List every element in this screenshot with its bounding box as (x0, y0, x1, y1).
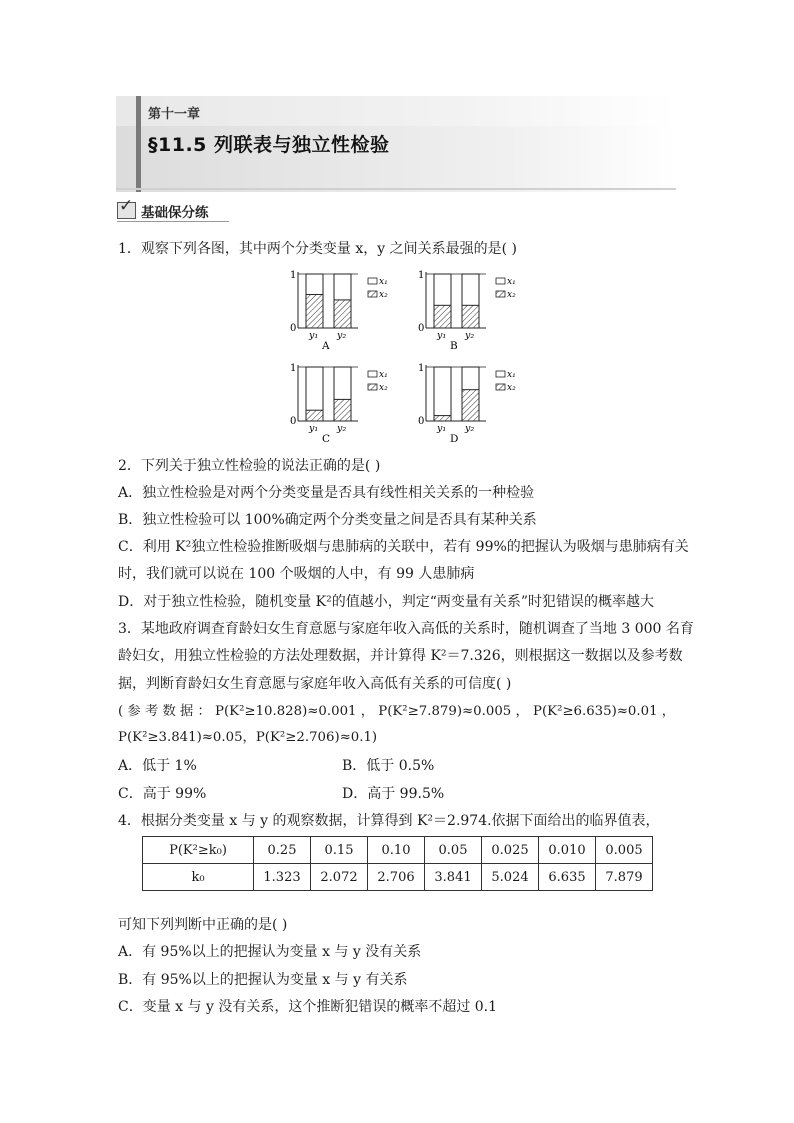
chapter-header (116, 96, 676, 192)
legend-label: x₁ (379, 370, 388, 380)
q3-stem-line3: 据，判断育龄妇女生育意愿与家庭年收入高低有关系的可信度( ) (118, 676, 512, 692)
ytick-label: 0 (418, 416, 425, 427)
table-row (143, 864, 653, 891)
q4-option-c: C．变量 x 与 y 没有关系，这个推断犯错误的概率不超过 0.1 (118, 999, 498, 1015)
table-cell: k₀ (143, 864, 254, 891)
chart-label: D (450, 433, 459, 445)
legend-label: x₂ (379, 383, 388, 393)
ytick-label: 1 (418, 270, 425, 281)
legend-swatch-x1 (368, 278, 377, 284)
x-tick-label: y₁ (309, 423, 319, 434)
legend-label: x₁ (507, 370, 516, 380)
bar-x2 (334, 399, 351, 421)
legend-swatch-x2 (496, 384, 505, 390)
legend-label: x₁ (507, 277, 516, 287)
q3-option-d: D．高于 99.5% (342, 786, 445, 802)
legend-label: x₂ (507, 383, 516, 393)
ytick-label: 0 (418, 323, 425, 334)
x-tick-label: y₂ (337, 330, 347, 341)
section-title: §11.5 列联表与独立性检验 (148, 134, 390, 156)
legend-swatch-x1 (496, 278, 505, 284)
check-icon: ✓ (119, 196, 134, 216)
q3-option-c: C．高于 99% (118, 786, 207, 802)
bar-x2 (434, 416, 451, 421)
x-tick-label: y₁ (437, 423, 447, 434)
chart-b (414, 268, 644, 354)
bar-x2 (334, 300, 351, 328)
bar-x2 (306, 410, 323, 421)
legend-label: x₂ (379, 290, 388, 300)
table-cell: 0.25 (254, 837, 311, 864)
q4-stem: 4．根据分类变量 x 与 y 的观察数据，计算得到 K²＝2.974.依据下面给出的临界值表， (118, 813, 660, 829)
critical-value-table (142, 836, 653, 891)
table-cell: 1.323 (254, 864, 311, 891)
x-tick-label: y₂ (465, 330, 475, 341)
q3-option-b: B．低于 0.5% (342, 758, 435, 774)
table-cell: 0.010 (539, 837, 596, 864)
q3-option-a: A．低于 1% (118, 758, 197, 774)
q2-option-c-line1: C．利用 K²独立性检验推断吸烟与患肺病的关联中，若有 99%的把握认为吸烟与患肺病有关 (118, 539, 689, 555)
q2-option-b: B．独立性检验可以 100%确定两个分类变量之间是否具有某种关系 (118, 512, 537, 528)
ytick-label: 0 (290, 323, 297, 334)
q4-option-b: B．有 95%以上的把握认为变量 x 与 y 有关系 (118, 972, 408, 988)
bar-x2 (434, 305, 451, 328)
table-cell: 2.072 (311, 864, 368, 891)
legend-swatch-x2 (496, 291, 505, 297)
q2-stem: 2．下列关于独立性检验的说法正确的是( ) (118, 458, 381, 474)
table-row (143, 837, 653, 864)
table-cell: 0.15 (311, 837, 368, 864)
exercise-badge (117, 196, 227, 221)
bar-x2 (462, 305, 479, 328)
table-cell: 0.025 (482, 837, 539, 864)
q2-option-c-line2: 时，我们就可以说在 100 个吸烟的人中，有 99 人患肺病 (118, 566, 475, 582)
table-cell: 3.841 (425, 864, 482, 891)
badge-underline (117, 221, 229, 222)
table-cell: 0.10 (368, 837, 425, 864)
table-cell: P(K²≥k₀) (143, 837, 254, 864)
table-cell: 0.005 (596, 837, 653, 864)
chart-label: C (322, 433, 331, 445)
q4-option-a: A．有 95%以上的把握认为变量 x 与 y 没有关系 (118, 944, 422, 960)
legend-swatch-x2 (368, 291, 377, 297)
q3-stem-line1: 3．某地政府调查育龄妇女生育意愿与家庭年收入高低的关系时，随机调查了当地 3 000 名育 (118, 621, 694, 637)
q1-stem: 1．观察下列各图，其中两个分类变量 x，y 之间关系最强的是( ) (118, 241, 517, 257)
legend-label: x₂ (507, 290, 516, 300)
ytick-label: 1 (418, 363, 425, 374)
header-accent-line (136, 96, 141, 192)
table-cell: 5.024 (482, 864, 539, 891)
x-tick-label: y₂ (465, 423, 475, 434)
table-cell: 0.05 (425, 837, 482, 864)
x-tick-label: y₁ (309, 330, 319, 341)
bar-x1 (434, 367, 451, 421)
x-tick-label: y₂ (337, 423, 347, 434)
q2-option-a: A．独立性检验是对两个分类变量是否具有线性相关关系的一种检验 (118, 485, 535, 501)
bar-x2 (462, 390, 479, 421)
chart-label: B (450, 340, 458, 352)
header-divider (116, 188, 676, 190)
badge-label: 基础保分练 (141, 205, 209, 221)
table-cell: 7.879 (596, 864, 653, 891)
bar-x2 (306, 295, 323, 328)
legend-swatch-x2 (368, 384, 377, 390)
chart-label: A (322, 340, 330, 352)
ytick-label: 0 (290, 416, 297, 427)
chapter-label: 第十一章 (148, 107, 201, 122)
legend-label: x₁ (379, 277, 388, 287)
q4-question: 可知下列判断中正确的是( ) (118, 917, 288, 933)
q3-reference-line2: P(K²≥3.841)≈0.05，P(K²≥2.706)≈0.1) (118, 730, 378, 745)
q3-stem-line2: 龄妇女，用独立性检验的方法处理数据，并计算得 K²＝7.326，则根据这一数据以及参考数 (118, 648, 683, 664)
table-cell: 6.635 (539, 864, 596, 891)
q3-reference-line1: ( 参 考 数 据 ： P(K²≥10.828)≈0.001 ， P(K²≥7.879)≈0.005 ， P(K²≥6.635)≈0.01 ， (118, 704, 676, 719)
legend-swatch-x1 (496, 371, 505, 377)
x-tick-label: y₁ (437, 330, 447, 341)
ytick-label: 1 (290, 270, 297, 281)
q2-option-d: D．对于独立性检验，随机变量 K²的值越小，判定“两变量有关系”时犯错误的概率越大 (118, 594, 655, 610)
ytick-label: 1 (290, 363, 297, 374)
chart-d (414, 361, 644, 447)
table-cell: 2.706 (368, 864, 425, 891)
legend-swatch-x1 (368, 371, 377, 377)
